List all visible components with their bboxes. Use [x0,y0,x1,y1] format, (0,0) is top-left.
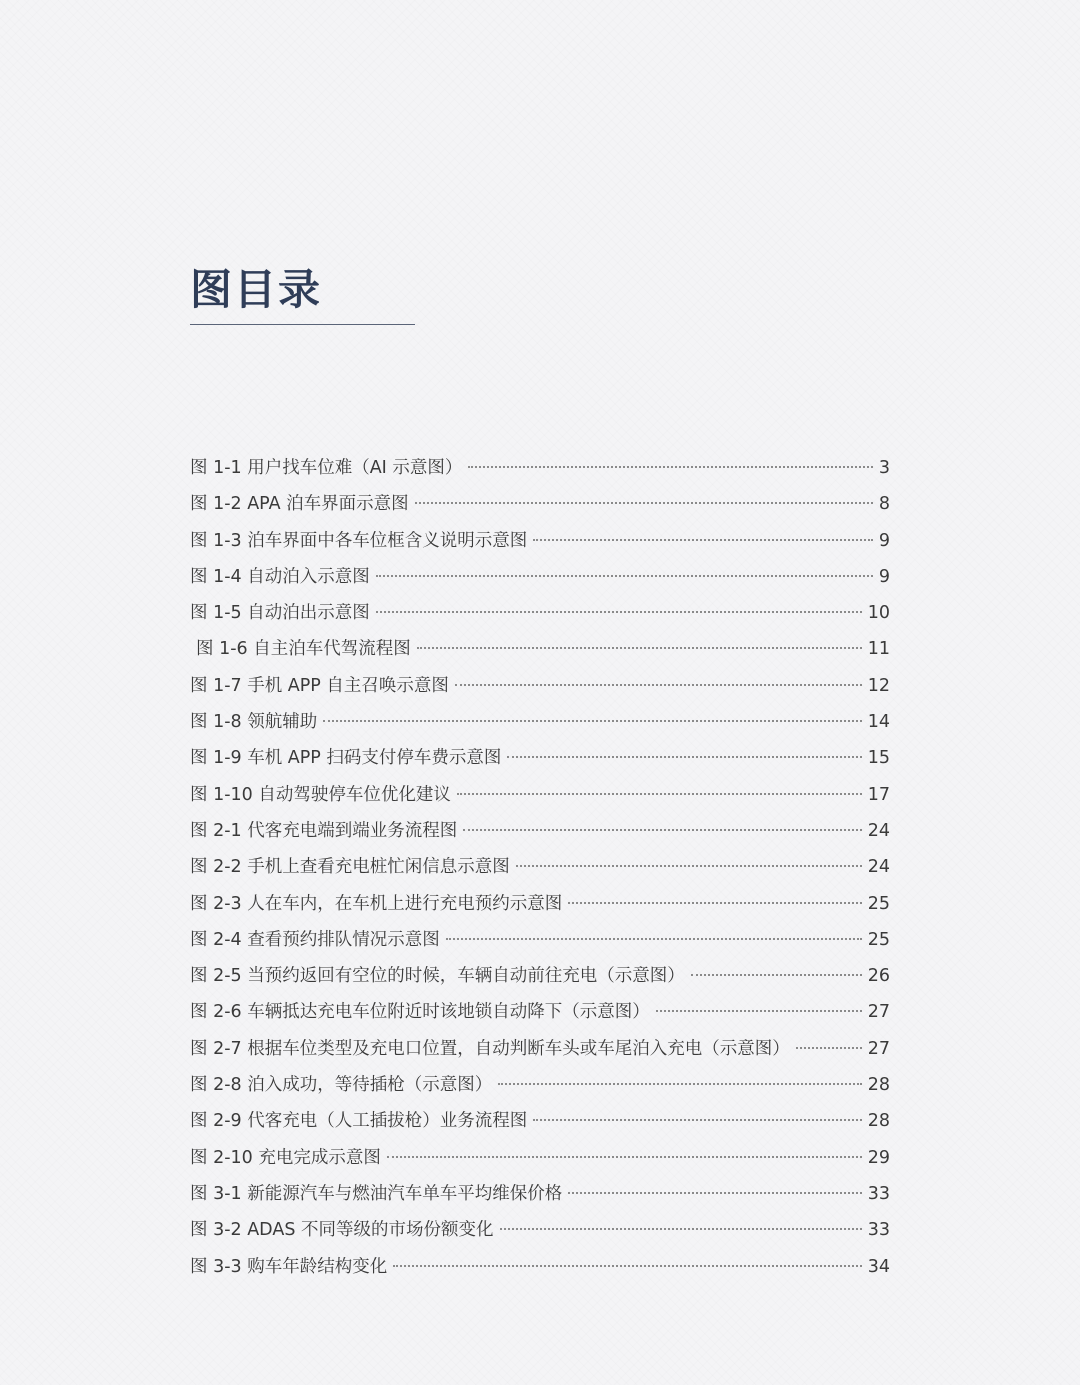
toc-entry[interactable] [190,1212,890,1248]
toc-entry[interactable] [190,668,890,704]
toc-entry-label: 图 1-7 手机 APP 自主召唤示意图 [190,675,449,696]
dot-leader [568,901,862,904]
toc-entry-page: 33 [867,1220,890,1241]
toc-entry[interactable] [190,1067,890,1103]
toc-entry[interactable] [190,849,890,885]
toc-entry-page: 10 [867,603,890,624]
toc-entry-page: 24 [867,820,890,841]
toc-entry-label: 图 3-1 新能源汽车与燃油汽车单车平均维保价格 [190,1183,563,1204]
toc-entry[interactable] [190,486,890,522]
toc-entry-label: 图 2-1 代客充电端到端业务流程图 [190,820,458,841]
toc-entry-page: 34 [867,1256,890,1277]
toc-entry[interactable] [190,631,890,667]
toc-entry-label: 图 1-1 用户找车位难（AI 示意图） [190,458,463,478]
toc-entry-page: 33 [867,1183,890,1204]
dot-leader [417,646,862,649]
toc-entry-label: 图 2-9 代客充电（人工插拔枪）业务流程图 [190,1111,528,1132]
toc-entry-label: 图 2-8 泊入成功，等待插枪（示意图） [190,1075,493,1096]
dot-leader [691,973,862,976]
toc-entry[interactable] [190,1031,890,1067]
dot-leader [455,683,862,686]
toc-entry-label: 图 3-3 购车年龄结构变化 [190,1256,388,1277]
toc-entry-label: 图 2-7 根据车位类型及充电口位置，自动判断车头或车尾泊入充电（示意图） [190,1038,790,1059]
toc-entry-page: 27 [867,1038,890,1059]
dot-leader [507,755,861,758]
toc-entry[interactable] [190,1140,890,1176]
toc-entry-page: 25 [867,929,890,950]
toc-entry[interactable] [190,958,890,994]
dot-leader [568,1191,862,1194]
toc-entry-label: 图 1-3 泊车界面中各车位框含义说明示意图 [190,530,528,551]
toc-entry[interactable] [190,704,890,740]
toc-entry-label: 图 2-2 手机上查看充电桩忙闲信息示意图 [190,857,510,878]
toc-entry-label: 图 3-2 ADAS 不同等级的市场份额变化 [190,1220,494,1241]
dot-leader [376,574,873,577]
toc-entry[interactable] [190,886,890,922]
toc-entry-page: 28 [867,1111,890,1132]
toc-entry-page: 24 [867,857,890,878]
toc-entry[interactable] [190,559,890,595]
toc-entry[interactable] [190,1176,890,1212]
dot-leader [376,610,862,613]
dot-leader [387,1155,862,1158]
toc-entry-label: 图 2-6 车辆抵达充电车位附近时该地锁自动降下（示意图） [190,1002,650,1023]
page-title: 图目录 [190,265,323,314]
toc-entry-label: 图 1-4 自动泊入示意图 [190,566,370,587]
toc-entry-page: 27 [867,1002,890,1023]
toc-entry-label: 图 1-9 车机 APP 扫码支付停车费示意图 [190,748,502,769]
toc-entry[interactable] [190,740,890,776]
toc-entry-page: 29 [867,1147,890,1168]
toc-entry-page: 8 [878,494,890,515]
toc-entry[interactable] [190,450,890,486]
dot-leader [533,1118,862,1121]
toc-entry-label: 图 1-2 APA 泊车界面示意图 [190,494,409,515]
toc-entry-label: 图 2-5 当预约返回有空位的时候，车辆自动前往充电（示意图） [190,966,685,987]
toc-entry[interactable] [190,1249,890,1285]
toc-entry-page: 15 [867,748,890,769]
toc-entry-page: 28 [867,1075,890,1096]
toc-entry-label: 图 1-8 领航辅助 [190,712,318,733]
toc-entry-page: 26 [867,966,890,987]
toc-entry[interactable] [190,922,890,958]
toc-entry[interactable] [190,994,890,1030]
dot-leader [500,1227,862,1230]
dot-leader [457,792,862,795]
toc-entry-label: 图 1-10 自动驾驶停车位优化建议 [190,784,451,805]
toc-entry-page: 3 [878,458,890,478]
toc-entry[interactable] [190,813,890,849]
title-underline [190,324,415,325]
toc-entry-page: 9 [878,530,890,551]
toc-entry-label: 图 1-5 自动泊出示意图 [190,603,370,624]
dot-leader [415,501,873,504]
dot-leader [796,1046,862,1049]
toc-entry-page: 14 [867,712,890,733]
dot-leader [323,719,862,722]
dot-leader [516,864,862,867]
toc-entry-page: 17 [867,784,890,805]
toc-entry[interactable] [190,1103,890,1139]
dot-leader [468,465,872,468]
toc-entry-page: 25 [867,893,890,914]
toc-entry-page: 11 [867,639,890,660]
toc-entry[interactable] [190,777,890,813]
dot-leader [463,828,862,831]
toc-entry[interactable] [190,523,890,559]
toc-entry-label: 图 1-6 自主泊车代驾流程图 [196,639,411,660]
dot-leader [446,937,862,940]
toc-entry-label: 图 2-4 查看预约排队情况示意图 [190,929,440,950]
figure-list [190,450,890,1285]
dot-leader [533,538,873,541]
toc-entry[interactable] [190,595,890,631]
toc-entry-page: 12 [867,675,890,696]
dot-leader [393,1264,862,1267]
dot-leader [498,1082,862,1085]
toc-entry-page: 9 [878,566,890,587]
dot-leader [656,1009,862,1012]
toc-entry-label: 图 2-10 充电完成示意图 [190,1147,381,1168]
toc-entry-label: 图 2-3 人在车内，在车机上进行充电预约示意图 [190,893,563,914]
